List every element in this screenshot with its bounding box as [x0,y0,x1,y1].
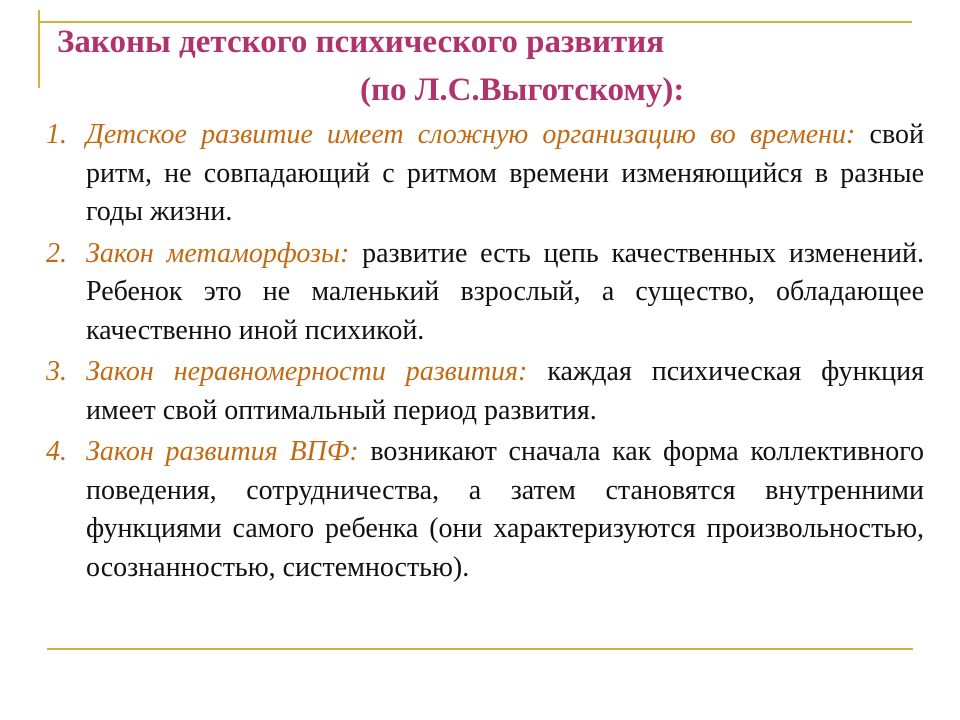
law-name: Закон метаморфозы: [86,237,350,269]
law-name: Закон неравномерности развития: [86,356,528,387]
law-item-4 [46,433,924,587]
law-item-2 [46,235,924,351]
law-text: возникают сначала как форма коллективного поведения, сотрудничества, а затем становятся внутренними функциями самого ребенка (они характеризуются произвольностью, осознанностью, системностью). [86,436,925,583]
frame-bottom-rule [47,648,913,650]
law-name: Закон развития ВПФ: [86,436,359,467]
law-number: 4. [46,436,67,467]
law-number: 3. [46,356,67,387]
frame-top-rule [38,21,912,23]
frame-left-rule [38,10,40,88]
law-number: 1. [46,119,67,150]
law-item-3 [46,353,924,430]
laws-list [46,116,924,590]
law-text: каждая психическая функция имеет свой оптимальный период развития. [86,356,925,426]
law-name: Детское развитие имеет сложную организацию во времени: [86,119,856,150]
law-text: свой ритм, не совпадающий с ритмом времени изменяющийся в разные годы жизни. [86,119,924,227]
slide-title-line-1: Законы детского психического развития [57,24,665,60]
slide-title-line-2: (по Л.С.Выготскому): [360,72,685,108]
law-number: 2. [46,237,67,269]
law-item-1 [46,116,924,232]
law-text: развитие есть цепь качественных изменений. Ребенок это не маленький взрослый, а существо, обладающее качественно иной психикой. [86,237,925,346]
